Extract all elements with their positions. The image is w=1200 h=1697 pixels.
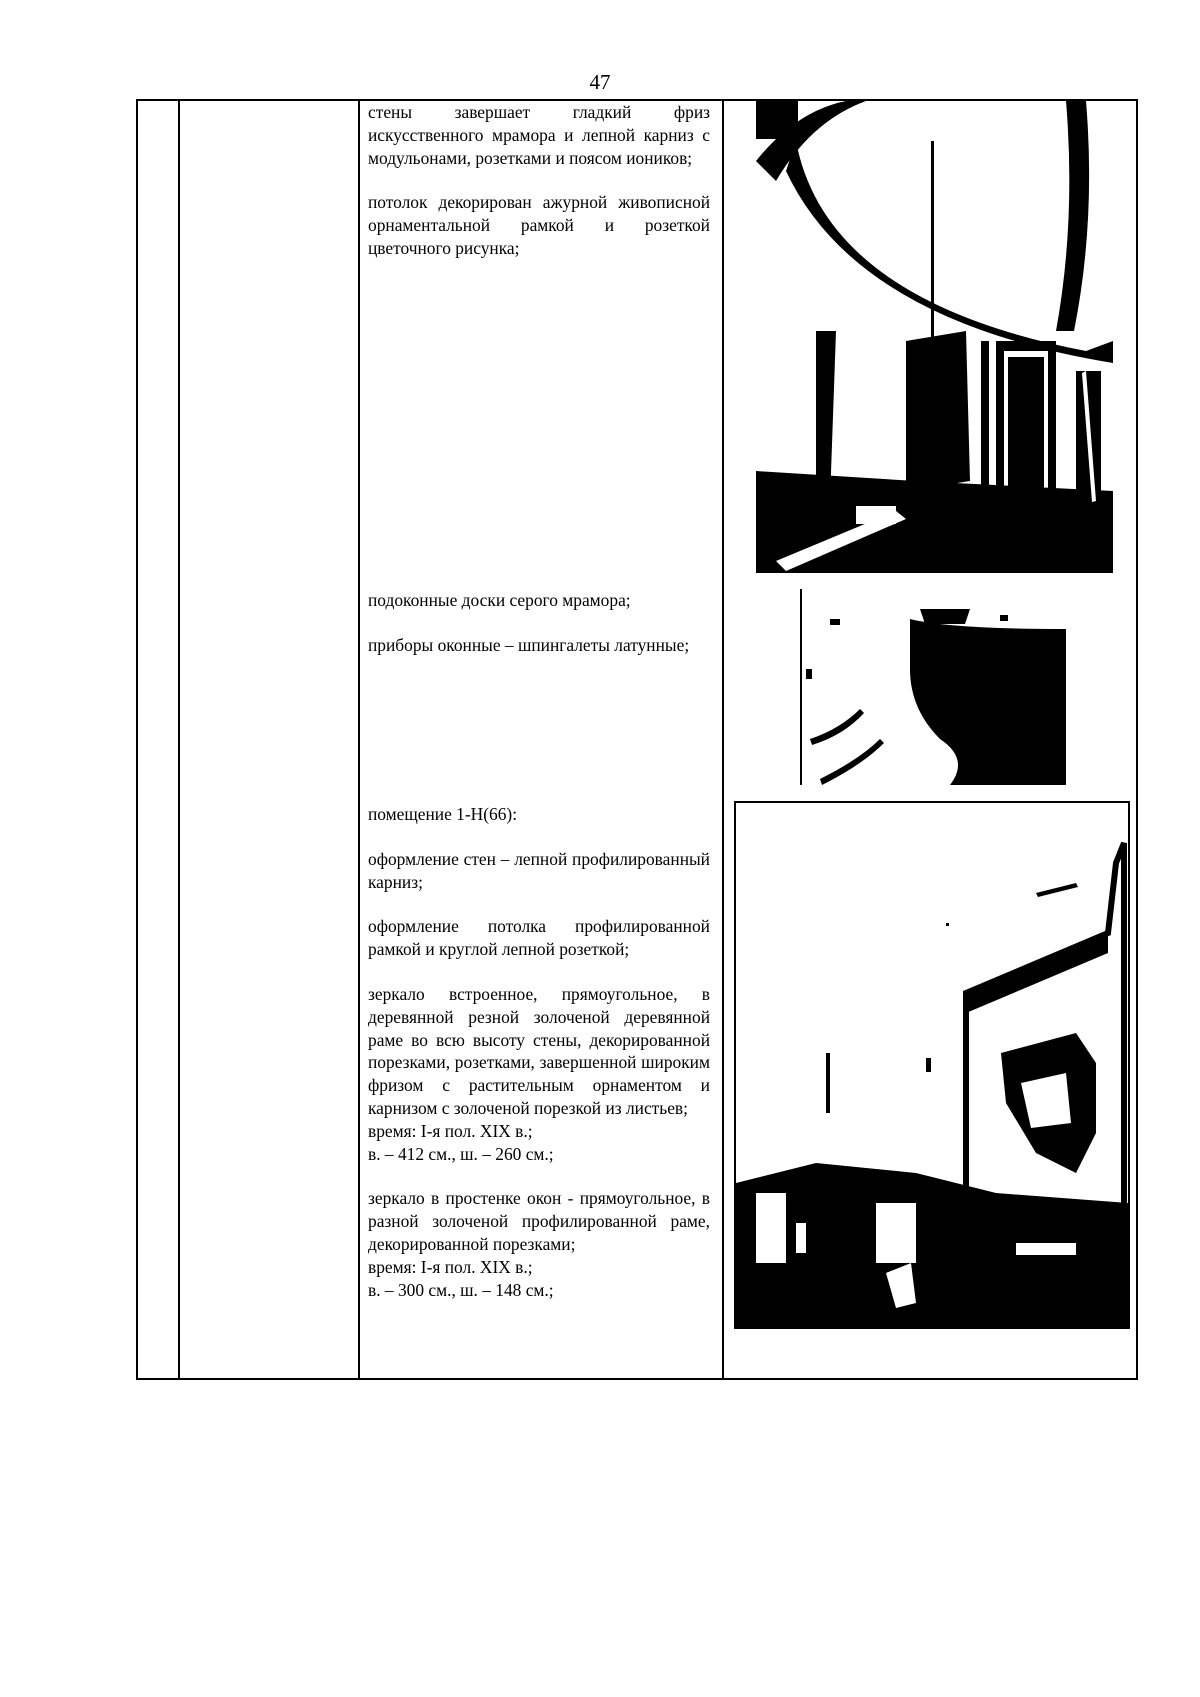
mirror-2-time: время: I-я пол. XIX в.;	[368, 1256, 533, 1277]
mirror-1-time: время: I-я пол. XIX в.;	[368, 1120, 533, 1141]
paragraph-window-sills: подоконные доски серого мрамора;	[368, 590, 631, 610]
paragraph-ceiling-frame: оформление потолка профилированной рамкой и круглой лепной розеткой;	[368, 916, 710, 960]
mirror-1-size: в. – 412 см., ш. – 260 см.;	[368, 1143, 554, 1164]
room-mirror-photo	[734, 801, 1130, 1329]
page-number: 47	[589, 70, 611, 94]
mirror-2-size: в. – 300 см., ш. – 148 см.;	[368, 1279, 554, 1300]
paragraph-wall-frieze: стены завершает гладкий фриз искусственного мрамора и лепной карниз с модульонами, розетками и поясом иоников;	[368, 102, 710, 168]
description-block-2	[368, 589, 710, 679]
paragraph-walls: оформление стен – лепной профилированный карниз;	[368, 848, 710, 892]
inventory-table	[136, 99, 1138, 1380]
paragraph-window-hardware: приборы оконные – шпингалеты латунные;	[368, 634, 690, 655]
column-divider	[178, 101, 180, 1378]
interior-ceiling-photo	[756, 101, 1113, 573]
description-block-1	[368, 101, 710, 282]
column-divider	[358, 101, 360, 1378]
paragraph-ceiling: потолок декорирован ажурной живописной орнаментальной рамкой и розеткой цветочного рисунка;	[368, 192, 710, 258]
paragraph-mirror-2: зеркало в простенке окон - прямоугольное, в разной золоченой профилированной раме, декорированной порезками;	[368, 1188, 710, 1254]
column-divider	[722, 101, 724, 1378]
window-sill-photo	[800, 589, 1066, 785]
description-block-3	[368, 803, 710, 1301]
paragraph-room-title: помещение 1-Н(66):	[368, 804, 518, 824]
paragraph-mirror-1: зеркало встроенное, прямоугольное, в деревянной резной золоченой деревянной раме во всю высоту стены, декорированной порезками, розетками, завершенной широким фризом с растительным орнаментом и карнизом с золоченой порезкой из листьев;	[368, 983, 710, 1118]
